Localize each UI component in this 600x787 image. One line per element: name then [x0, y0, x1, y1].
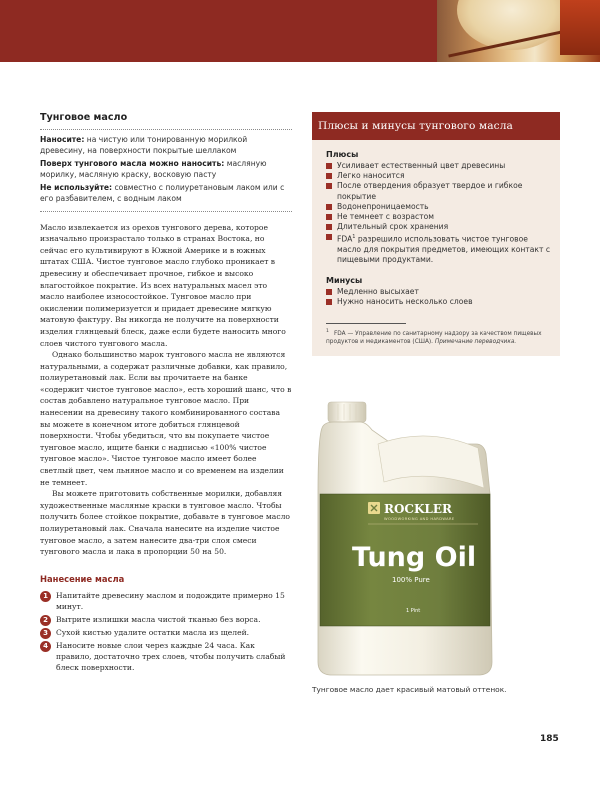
pros-item: FDA$^1$ разрешило использовать чистое тунговое масло для покрытия предметов, имеющих контакт с пищевыми продуктами. [326, 232, 550, 265]
step-number-icon: 4 [40, 641, 51, 652]
section-title: Тунговое масло [40, 112, 128, 123]
footnote-rule [326, 323, 406, 324]
steps-title: Нанесение масла [40, 573, 125, 584]
pros-item: Водонепроницаемость [326, 202, 550, 212]
dotted-divider [40, 211, 292, 212]
square-bullet-icon [326, 299, 332, 305]
cons-item: Нужно наносить несколько слоев [326, 297, 550, 307]
pros-item: Легко наносится [326, 171, 550, 181]
pros-label: Плюсы [326, 150, 359, 159]
footnote: $^1$ FDA — Управление по санитарному надзору за качеством пищевых продуктов и медикаментов (США). Примечание переводчика. [326, 328, 542, 346]
step-number-icon: 1 [40, 591, 51, 602]
cons-item: Медленно высыхает [326, 287, 550, 297]
tung-oil-bottle-image [308, 398, 498, 680]
product-volume: 1 Pint [406, 608, 421, 614]
square-bullet-icon [326, 204, 332, 210]
usage-info-apply: Наносите: на чистую или тонированную морилкой древесину, на поверхности покрытые шеллаком [40, 135, 248, 155]
main-column [40, 112, 292, 675]
pros-item: Длительный срок хранения [326, 222, 550, 232]
square-bullet-icon [326, 234, 332, 240]
step-number-icon: 3 [40, 628, 51, 639]
step-item: 4 Наносите новые слои через каждые 24 часа. Как правило, достаточно трех слоев, чтобы получить слабый блеск поверхности. [40, 640, 292, 673]
page-number: 185 [540, 734, 559, 744]
square-bullet-icon [326, 224, 332, 230]
panel-title: Плюсы и минусы тунгового масла [312, 112, 560, 140]
product-name: Tung Oil [352, 542, 477, 573]
pros-list [326, 161, 550, 266]
paragraph: Масло извлекается из орехов тунгового дерева, которое изначально произрастало только в странах Востока, но сейчас его культивируют в Южной Америке и в южных штатах США. Чистое тунговое масло глубоко проникает в древесину и обеспечивает прочное, гибкое и высоко влагостойкое покрытие. Из всех натуральных масел это масло наиболее износостойкое. Тунговое масло при окислении полимеризуется и придает древесине мягкую матовую фактуру. Вы никогда не получите на поверхности изделия глянцевый блеск, даже если будете наносить много слоев чистого тунгового масла. [40, 222, 286, 348]
usage-info-over: Поверх тунгового масла можно наносить: масляную морилку, масляную краску, восковую пасту [40, 159, 267, 179]
header-photo [437, 0, 600, 62]
cons-list [326, 287, 550, 307]
square-bullet-icon [326, 289, 332, 295]
product-tagline: WOODWORKING AND HARDWARE [384, 517, 455, 521]
square-bullet-icon [326, 173, 332, 179]
header-band [0, 0, 437, 62]
pros-item: Усиливает естественный цвет древесины [326, 161, 550, 171]
square-bullet-icon [326, 183, 332, 189]
step-number-icon: 2 [40, 615, 51, 626]
step-item: 3 Сухой кистью удалите остатки масла из щелей. [40, 627, 292, 638]
image-caption: Тунговое масло дает красивый матовый оттенок. [312, 685, 507, 694]
steps-list [40, 590, 292, 673]
dotted-divider [40, 129, 292, 130]
square-bullet-icon [326, 214, 332, 220]
step-item: 2 Вытрите излишки масла чистой тканью без ворса. [40, 614, 292, 625]
usage-info-avoid: Не используйте: совместно с полиуретановым лаком или с его разбавителем, с водным лаком [40, 183, 285, 203]
square-bullet-icon [326, 163, 332, 169]
product-purity: 100% Pure [392, 576, 430, 584]
pros-cons-panel [312, 112, 560, 356]
paragraph: Вы можете приготовить собственные морилки, добавляя художественные масляные краски в тунговое масло. Чтобы получить более стойкое покрытие, добавьте в тунговое масло полиуретановый лак. Сначала нанесите на изделие чистое тунговое масло, а затем нанесите два-три слоя смеси тунгового масла и лака в пропорции 50 на 50. [40, 489, 290, 557]
usage-info [40, 135, 292, 205]
pros-item: После отвердения образует твердое и гибкое покрытие [326, 181, 550, 201]
paragraph: Однако большинство марок тунгового масла не являются натуральными, а содержат различные добавки, как правило, полиуретановый лак. Если вы прочитаете на банке «содержит чистое тунговое масло», есть хороший шанс, что в состав добавлено натуральное тунговое масло. При нанесении на древесину такого комбинированного состава вы можете в конечном итоге добиться глянцевой поверхности. Чтобы убедиться, что вы покупаете чистое тунговое масло, ищите банки с надписью «100% чистое тунговое масло». Чистое тунговое масло имеет более светлый цвет, чем льняное масло и со временем на изделии не темнеет. [40, 350, 292, 487]
body-text [40, 222, 292, 558]
panel-body [312, 140, 560, 347]
step-item: 1 Напитайте древесину маслом и подождите примерно 15 минут. [40, 590, 292, 612]
tin-image [560, 0, 600, 55]
product-brand: ROCKLER [384, 502, 452, 516]
pros-item: Не темнеет с возрастом [326, 212, 550, 222]
cons-label: Минусы [326, 275, 363, 285]
